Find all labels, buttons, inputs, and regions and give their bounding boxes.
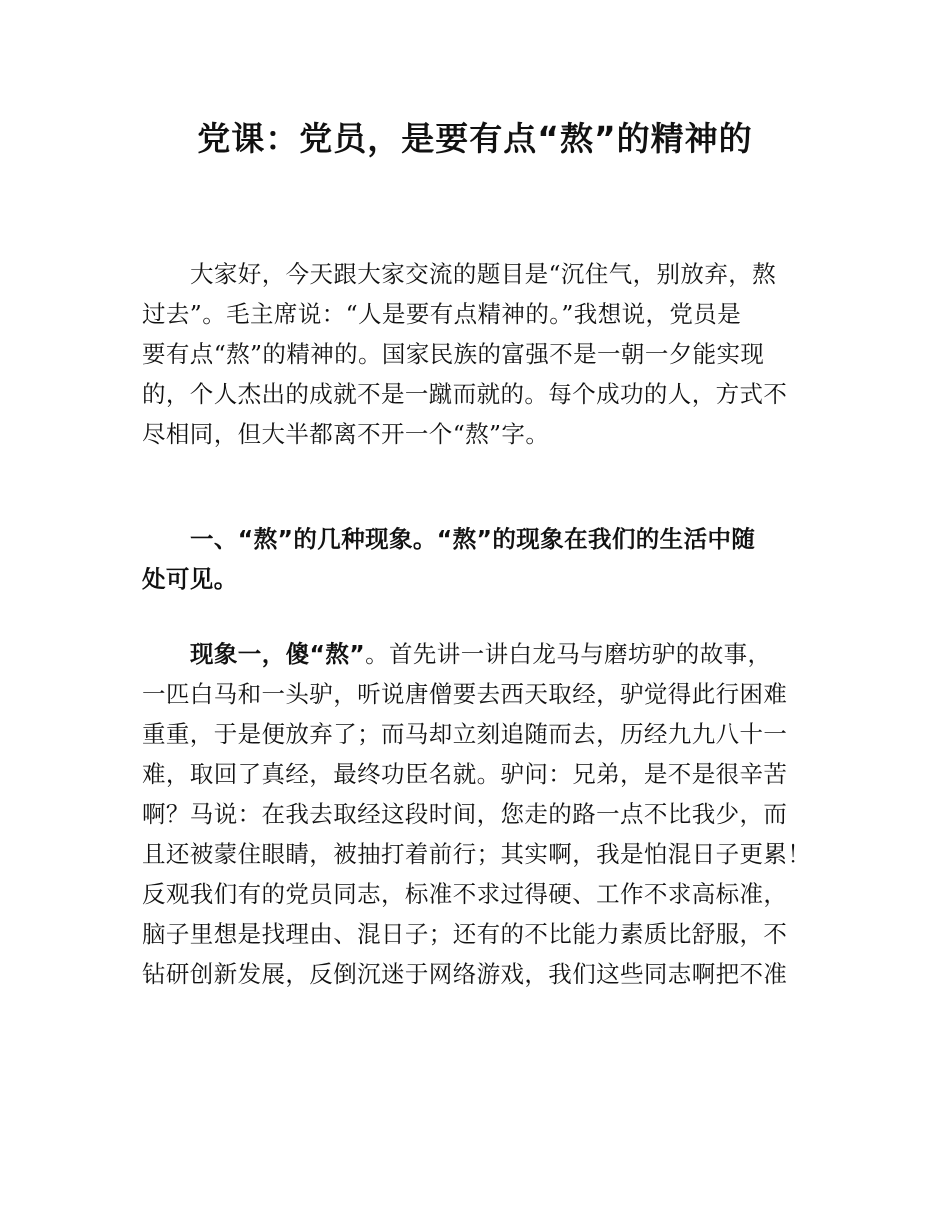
document-title: 党课：党员，是要有点“熬”的精神的 — [197, 119, 753, 158]
paragraph-line: 且还被蒙住眼睛，被抽打着前行；其实啊，我是怕混日子更累！ — [142, 840, 812, 868]
paragraph-line: 一匹白马和一头驴，听说唐僧要去西天取经，驴觉得此行困难 — [142, 680, 788, 708]
heading-line: 处可见。 — [142, 565, 238, 593]
bold-lead: 现象一，傻“熬” — [190, 640, 366, 668]
paragraph-line: 难，取回了真经，最终功臣名就。驴问：兄弟，是不是很辛苦 — [142, 760, 788, 788]
paragraph-line: 大家好，今天跟大家交流的题目是“沉住气，别放弃，熬 — [190, 260, 777, 288]
paragraph-line: 重重，于是便放弃了；而马却立刻追随而去，历经九九八十一 — [142, 720, 788, 748]
paragraph-line: 啊？马说：在我去取经这段时间，您走的路一点不比我少，而 — [142, 800, 788, 828]
paragraph-phenomenon-one — [142, 634, 814, 994]
heading-line: 一、“熬”的几种现象。“熬”的现象在我们的生活中随 — [190, 525, 756, 553]
section-heading — [142, 519, 814, 599]
paragraph-line: 反观我们有的党员同志，标准不求过得硬、工作不求高标准， — [142, 880, 788, 908]
paragraph-line: 脑子里想是找理由、混日子；还有的不比能力素质比舒服，不 — [142, 920, 788, 948]
paragraph-line: 要有点“熬”的精神的。国家民族的富强不是一朝一夕能实现 — [142, 340, 765, 368]
paragraph-intro — [142, 254, 814, 454]
paragraph-line: 尽相同，但大半都离不开一个“熬”字。 — [142, 420, 550, 448]
first-line-rest: 。首先讲一讲白龙马与磨坊驴的故事， — [365, 640, 772, 668]
paragraph-line: 钻研创新发展，反倒沉迷于网络游戏，我们这些同志啊把不准 — [142, 960, 788, 988]
paragraph-line: 的，个人杰出的成就不是一蹴而就的。每个成功的人，方式不 — [142, 380, 788, 408]
paragraph-line: 过去”。毛主席说：“人是要有点精神的。”我想说，党员是 — [142, 300, 742, 328]
paragraph-first-line — [142, 634, 814, 674]
